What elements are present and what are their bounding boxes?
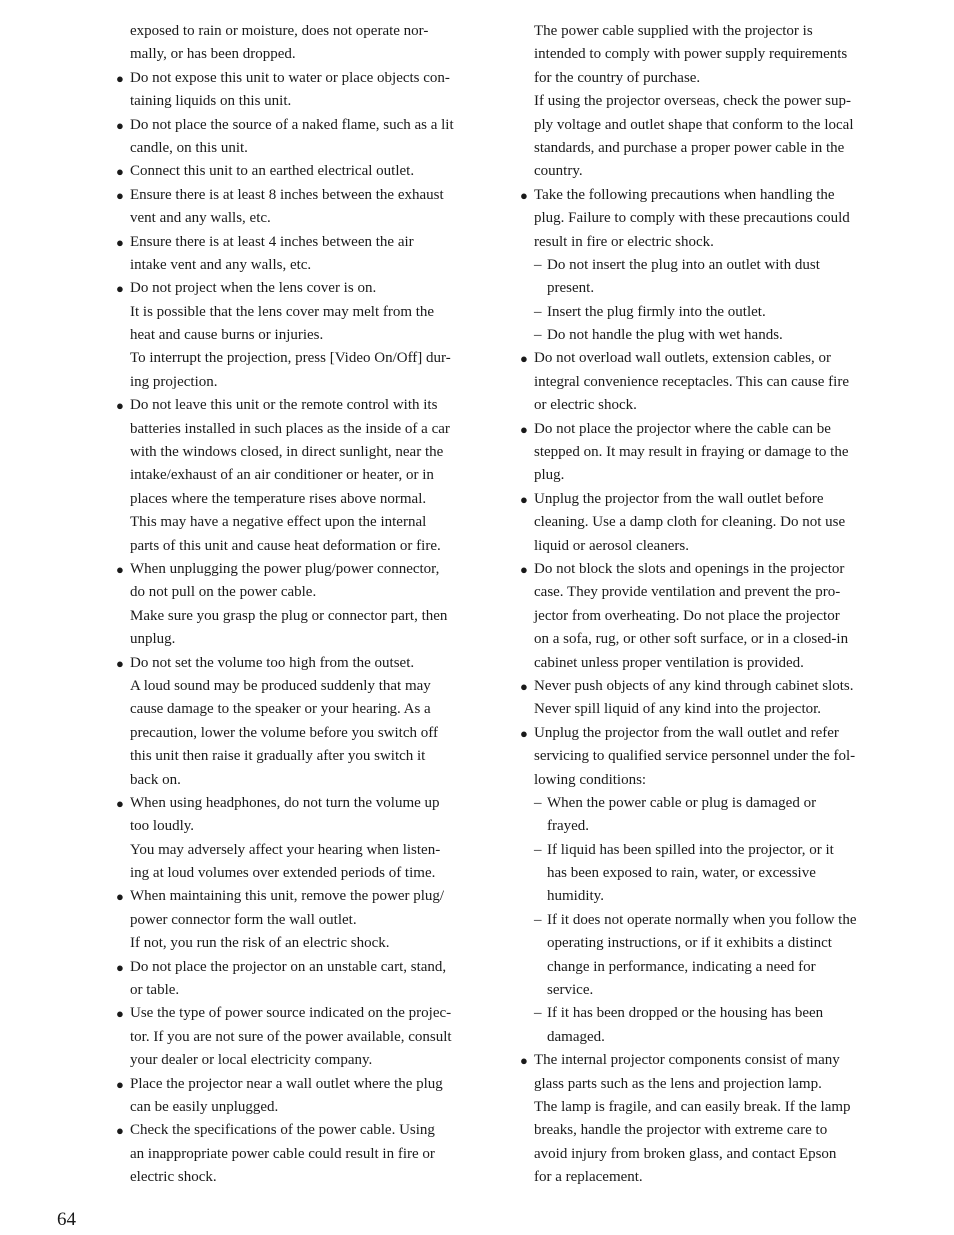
text-line [114, 277, 464, 300]
line-text: change in performance, indicating a need for [547, 958, 816, 975]
line-text: an inappropriate power cable could result in fire or [130, 1145, 435, 1162]
bullet-icon: ● [520, 351, 528, 367]
text-line [114, 371, 464, 394]
line-text: Do not expose this unit to water or place objects con- [130, 69, 450, 86]
bullet-icon: ● [116, 1076, 124, 1092]
text-line [114, 347, 464, 370]
text-line [114, 301, 464, 324]
line-text: cleaning. Use a damp cloth for cleaning. Do not use [534, 514, 846, 531]
line-text: service. [547, 982, 594, 999]
text-line [114, 184, 464, 207]
text-line [114, 1026, 464, 1049]
text-line [518, 1096, 870, 1119]
line-text: Do not insert the plug into an outlet with dust [547, 256, 820, 273]
line-text: present. [547, 280, 595, 297]
text-line [114, 885, 464, 908]
bullet-icon: ● [520, 725, 528, 741]
line-text: humidity. [547, 888, 604, 905]
text-line [518, 1002, 870, 1025]
line-text: parts of this unit and cause heat deformation or fire. [130, 537, 441, 554]
line-text: plug. Failure to comply with these precautions could [534, 210, 850, 227]
page-number: 64 [57, 1209, 76, 1230]
text-line [114, 160, 464, 183]
line-text: or table. [130, 982, 180, 999]
line-text: Do not set the volume too high from the outset. [130, 654, 415, 671]
line-text: Do not handle the plug with wet hands. [547, 327, 783, 344]
text-line [114, 1166, 464, 1189]
line-text: cabinet unless proper ventilation is provided. [534, 654, 804, 671]
line-text: This may have a negative effect upon the internal [130, 514, 427, 531]
text-line [518, 839, 870, 862]
text-line [114, 1049, 464, 1072]
line-text: Connect this unit to an earthed electrical outlet. [130, 163, 415, 180]
line-text: your dealer or local electricity company. [130, 1052, 373, 1069]
line-text: If using the projector overseas, check the power sup- [534, 93, 851, 110]
text-line [114, 511, 464, 534]
text-line [114, 535, 464, 558]
text-line [114, 839, 464, 862]
text-line [114, 418, 464, 441]
text-line [114, 979, 464, 1002]
line-text: has been exposed to rain, water, or excessive [547, 865, 816, 882]
text-line [518, 488, 870, 511]
line-text: case. They provide ventilation and prevent the pro- [534, 584, 841, 601]
text-line [518, 1073, 870, 1096]
text-line [518, 652, 870, 675]
text-line [114, 558, 464, 581]
line-text: Never push objects of any kind through cabinet slots. [534, 677, 854, 694]
text-line [518, 464, 870, 487]
text-line [518, 231, 870, 254]
bullet-icon: ● [520, 421, 528, 437]
dash-icon: – [534, 327, 542, 344]
text-line [114, 90, 464, 113]
line-text: result in fire or electric shock. [534, 233, 714, 250]
text-line [518, 324, 870, 347]
line-text: To interrupt the projection, press [Video On/Off] dur- [130, 350, 451, 367]
bullet-icon: ● [116, 959, 124, 975]
text-line [518, 1143, 870, 1166]
text-line [518, 956, 870, 979]
line-text: intake vent and any walls, etc. [130, 256, 312, 273]
text-line [114, 1002, 464, 1025]
text-line [518, 114, 870, 137]
text-line [518, 581, 870, 604]
dash-icon: – [534, 841, 542, 858]
bullet-icon: ● [116, 1006, 124, 1022]
line-text: The internal projector components consist of many [534, 1052, 840, 1069]
text-line [518, 698, 870, 721]
line-text: jector from overheating. Do not place the projector [534, 607, 840, 624]
text-line [518, 160, 870, 183]
bullet-icon: ● [520, 561, 528, 577]
text-line [518, 979, 870, 1002]
text-line [114, 207, 464, 230]
dash-icon: – [534, 303, 542, 320]
line-text: places where the temperature rises above normal. [130, 490, 427, 507]
line-text: Do not leave this unit or the remote control with its [130, 397, 438, 414]
line-text: Unplug the projector from the wall outlet and refer [534, 724, 839, 741]
text-line [114, 67, 464, 90]
line-text: liquid or aerosol cleaners. [534, 537, 689, 554]
line-text: ply voltage and outlet shape that conform to the local [534, 116, 854, 133]
bullet-icon: ● [520, 187, 528, 203]
text-line [518, 769, 870, 792]
text-line [518, 909, 870, 932]
line-text: ing at loud volumes over extended periods of time. [130, 865, 436, 882]
dash-icon: – [534, 256, 542, 273]
text-line [114, 324, 464, 347]
line-text: this unit then raise it gradually after you switch it [130, 748, 426, 765]
line-text: standards, and purchase a proper power cable in the [534, 139, 845, 156]
line-text: If liquid has been spilled into the projector, or it [547, 841, 834, 858]
line-text: precaution, lower the volume before you switch off [130, 724, 438, 741]
text-line [114, 722, 464, 745]
line-text: mally, or has been dropped. [130, 46, 296, 63]
bullet-icon: ● [116, 281, 124, 297]
line-text: exposed to rain or moisture, does not operate nor- [130, 23, 429, 39]
line-text: When using headphones, do not turn the volume up [130, 794, 440, 811]
text-line [518, 207, 870, 230]
text-line [114, 464, 464, 487]
line-text: The lamp is fragile, and can easily break. If the lamp [534, 1098, 851, 1115]
line-text: Check the specifications of the power cable. Using [130, 1122, 435, 1139]
text-line [114, 1096, 464, 1119]
line-text: glass parts such as the lens and projection lamp. [534, 1075, 822, 1092]
text-line [114, 628, 464, 651]
text-line [114, 43, 464, 66]
text-line [518, 885, 870, 908]
line-text: When unplugging the power plug/power connector, [130, 560, 440, 577]
text-line [518, 441, 870, 464]
line-text: damaged. [547, 1028, 605, 1045]
line-text: too loudly. [130, 818, 195, 835]
text-line [114, 605, 464, 628]
line-text: batteries installed in such places as the inside of a car [130, 420, 450, 437]
text-line [518, 184, 870, 207]
text-line [518, 628, 870, 651]
text-line [518, 1026, 870, 1049]
line-text: unplug. [130, 631, 176, 648]
text-line [518, 277, 870, 300]
line-text: The power cable supplied with the projector is [534, 23, 813, 39]
line-text: back on. [130, 771, 181, 788]
line-text: Do not overload wall outlets, extension cables, or [534, 350, 832, 367]
line-text: plug. [534, 467, 565, 484]
text-line [518, 67, 870, 90]
text-line [114, 114, 464, 137]
text-line [114, 581, 464, 604]
line-text: When the power cable or plug is damaged or [547, 794, 817, 811]
line-text: Do not place the projector where the cable can be [534, 420, 831, 437]
text-line [518, 347, 870, 370]
line-text: do not pull on the power cable. [130, 584, 317, 601]
text-line [114, 745, 464, 768]
line-text: Do not place the source of a naked flame, such as a lit [130, 116, 454, 133]
line-text: If not, you run the risk of an electric shock. [130, 935, 390, 952]
line-text: If it does not operate normally when you follow the [547, 911, 857, 928]
text-line [518, 792, 870, 815]
right-column [518, 20, 870, 1190]
text-line [114, 675, 464, 698]
text-line [114, 792, 464, 815]
text-line [114, 394, 464, 417]
text-line [518, 862, 870, 885]
line-text: Never spill liquid of any kind into the projector. [534, 701, 822, 718]
bullet-icon: ● [116, 234, 124, 250]
dash-icon: – [534, 1005, 542, 1022]
text-line [518, 418, 870, 441]
left-column [114, 20, 464, 1190]
line-text: When maintaining this unit, remove the power plug/ [130, 888, 445, 905]
text-line [114, 769, 464, 792]
bullet-icon: ● [520, 678, 528, 694]
line-text: for a replacement. [534, 1169, 643, 1186]
line-text: Place the projector near a wall outlet where the plug [130, 1075, 443, 1092]
line-text: Do not place the projector on an unstable cart, stand, [130, 958, 447, 975]
line-text: Use the type of power source indicated on the projec- [130, 1005, 452, 1022]
line-text: electric shock. [130, 1169, 217, 1186]
bullet-icon: ● [116, 655, 124, 671]
bullet-icon: ● [116, 795, 124, 811]
text-line [518, 675, 870, 698]
text-line [518, 1166, 870, 1189]
text-line [114, 956, 464, 979]
text-line [518, 745, 870, 768]
line-text: It is possible that the lens cover may melt from the [130, 303, 435, 320]
line-text: Make sure you grasp the plug or connector part, then [130, 607, 448, 624]
line-text: Ensure there is at least 8 inches between the exhaust [130, 186, 444, 203]
text-line [518, 558, 870, 581]
line-text: You may adversely affect your hearing when listen- [130, 841, 441, 858]
line-text: power connector form the wall outlet. [130, 911, 357, 928]
bullet-icon: ● [520, 491, 528, 507]
text-line [518, 301, 870, 324]
bullet-icon: ● [116, 187, 124, 203]
text-line [518, 535, 870, 558]
text-line [518, 932, 870, 955]
bullet-icon: ● [116, 70, 124, 86]
line-text: breaks, handle the projector with extreme care to [534, 1122, 828, 1139]
line-text: frayed. [547, 818, 590, 835]
text-line [518, 254, 870, 277]
text-line [114, 652, 464, 675]
line-text: operating instructions, or if it exhibits a distinct [547, 935, 832, 952]
text-line [518, 43, 870, 66]
line-text: with the windows closed, in direct sunlight, near the [130, 444, 444, 461]
line-text: cause damage to the speaker or your hearing. As a [130, 701, 431, 718]
line-text: intake/exhaust of an air conditioner or heater, or in [130, 467, 434, 484]
line-text: tor. If you are not sure of the power available, consult [130, 1028, 452, 1045]
line-text: country. [534, 163, 583, 180]
text-line [518, 605, 870, 628]
text-line [518, 90, 870, 113]
line-text: stepped on. It may result in fraying or damage to the [534, 444, 849, 461]
line-text: vent and any walls, etc. [130, 210, 271, 227]
text-line [114, 254, 464, 277]
text-line [518, 20, 870, 43]
line-text: heat and cause burns or injuries. [130, 327, 324, 344]
line-text: intended to comply with power supply requirements [534, 46, 848, 63]
text-line [114, 231, 464, 254]
line-text: Take the following precautions when handling the [534, 186, 835, 203]
line-text: can be easily unplugged. [130, 1098, 279, 1115]
text-line [114, 1119, 464, 1142]
text-line [518, 722, 870, 745]
bullet-icon: ● [116, 164, 124, 180]
text-line [518, 1119, 870, 1142]
text-line [114, 1143, 464, 1166]
line-text: Unplug the projector from the wall outlet before [534, 490, 824, 507]
text-line [518, 815, 870, 838]
line-text: ing projection. [130, 373, 218, 390]
bullet-icon: ● [116, 117, 124, 133]
line-text: candle, on this unit. [130, 139, 248, 156]
line-text: lowing conditions: [534, 771, 647, 788]
line-text: integral convenience receptacles. This can cause fire [534, 373, 849, 390]
text-line [518, 137, 870, 160]
line-text: servicing to qualified service personnel under the fol- [534, 748, 856, 765]
line-text: on a sofa, rug, or other soft surface, or in a closed-in [534, 631, 849, 648]
bullet-icon: ● [520, 1053, 528, 1069]
text-line [518, 394, 870, 417]
text-line [518, 371, 870, 394]
bullet-icon: ● [116, 398, 124, 414]
bullet-icon: ● [116, 889, 124, 905]
line-text: Insert the plug firmly into the outlet. [547, 303, 766, 320]
line-text: Ensure there is at least 4 inches between the air [130, 233, 414, 250]
bullet-icon: ● [116, 1123, 124, 1139]
text-line [114, 20, 464, 43]
dash-icon: – [534, 794, 542, 811]
line-text: avoid injury from broken glass, and contact Epson [534, 1145, 837, 1162]
line-text: taining liquids on this unit. [130, 93, 292, 110]
line-text: Do not block the slots and openings in the projector [534, 560, 845, 577]
line-text: If it has been dropped or the housing has been [547, 1005, 824, 1022]
line-text: Do not project when the lens cover is on. [130, 280, 377, 297]
text-line [114, 932, 464, 955]
text-line [114, 137, 464, 160]
text-line [114, 815, 464, 838]
text-line [518, 511, 870, 534]
line-text: for the country of purchase. [534, 69, 701, 86]
text-line [114, 909, 464, 932]
text-line [518, 1049, 870, 1072]
text-line [114, 441, 464, 464]
line-text: A loud sound may be produced suddenly that may [130, 677, 431, 694]
bullet-icon: ● [116, 561, 124, 577]
text-line [114, 698, 464, 721]
text-line [114, 1073, 464, 1096]
line-text: or electric shock. [534, 397, 637, 414]
text-line [114, 862, 464, 885]
text-line [114, 488, 464, 511]
dash-icon: – [534, 911, 542, 928]
